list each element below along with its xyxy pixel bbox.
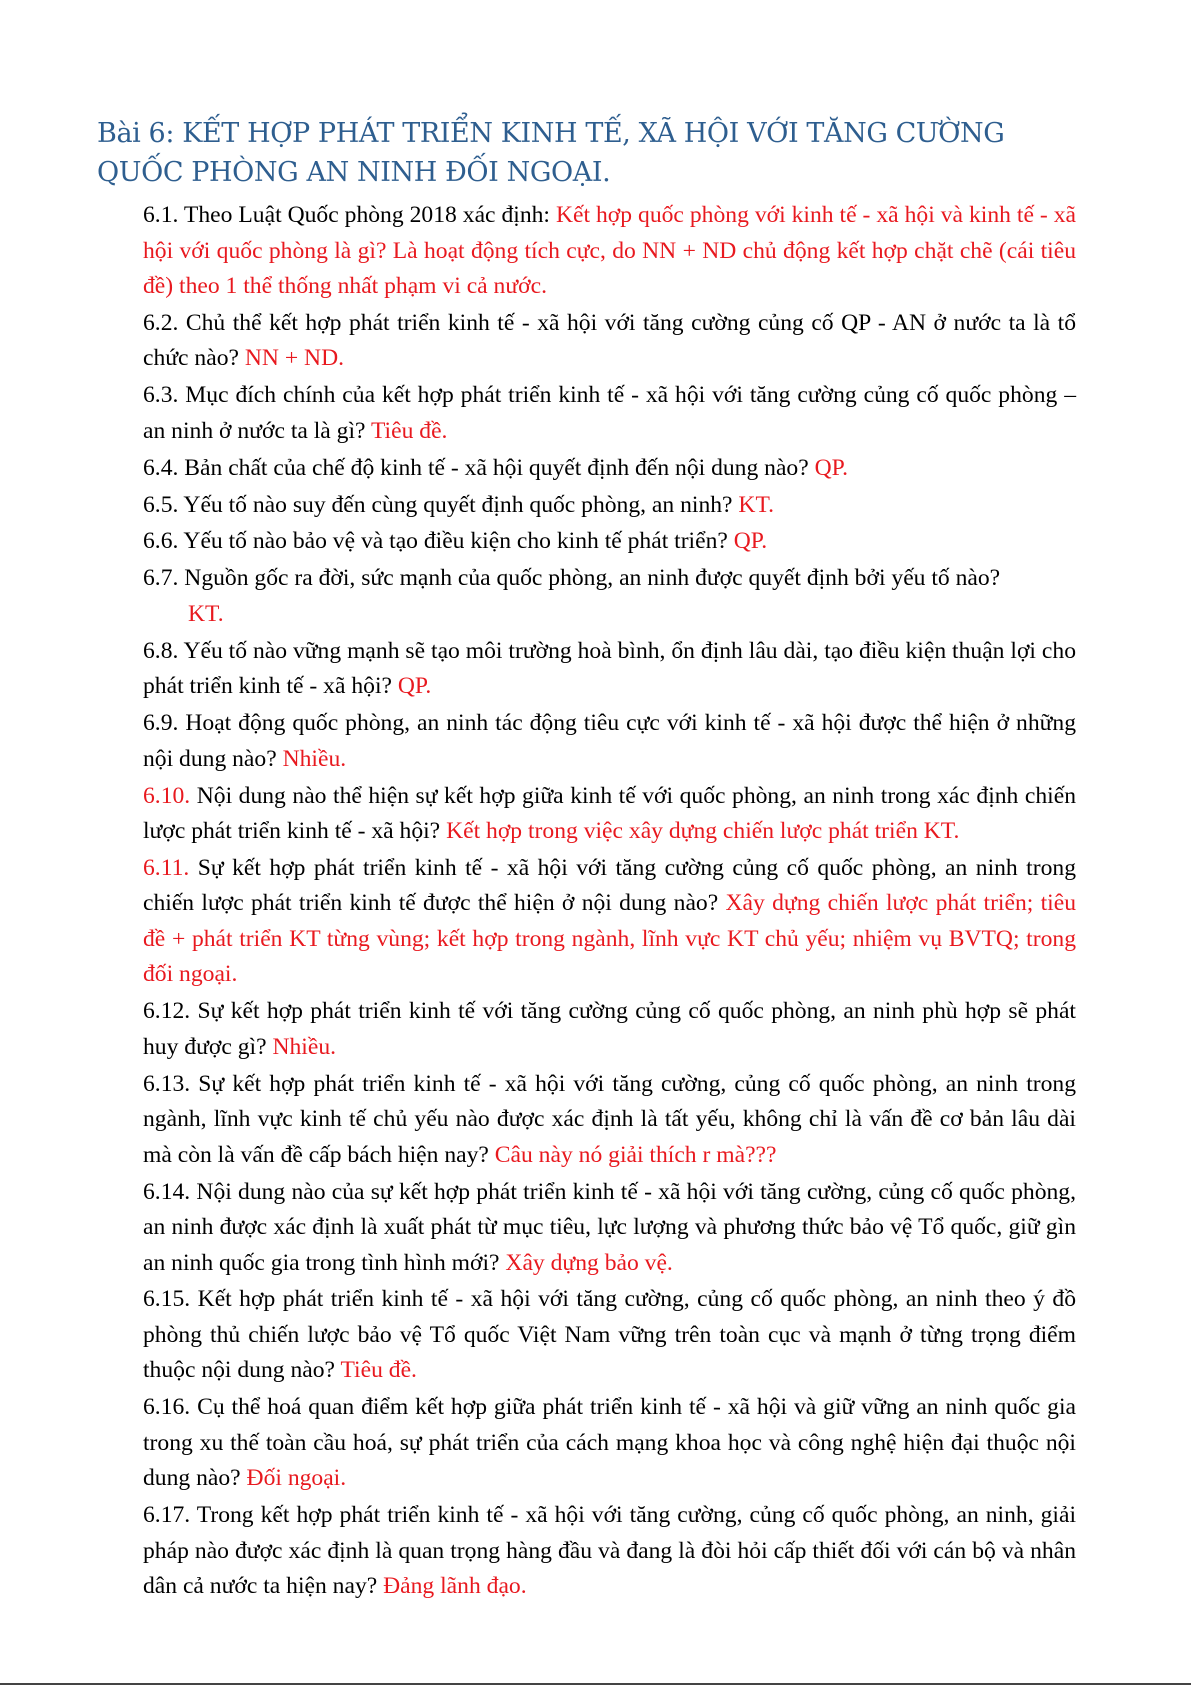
question-number: 6.4. [143,454,179,481]
question-number: 6.15. [143,1286,191,1313]
question-number: 6.9. [143,710,179,737]
question-6-8 [143,634,1076,705]
question-text: Trong kết hợp phát triển kinh tế - xã hội với tăng cường, củng cố quốc phòng, an ninh, giải pháp nào được xác định là quan trọng hàng đầu và đang là đòi hỏi cấp thiết đối với cán bộ và nhân dân cả nước ta hiện nay? [143,1502,1076,1600]
question-6-13 [143,1067,1076,1174]
question-list [143,198,1076,1606]
question-number: 6.3. [143,382,179,409]
heading-title-line1: KẾT HỢP PHÁT TRIỂN KINH TẾ, XÃ HỘI VỚI TĂNG CƯỜNG [182,118,1005,149]
question-text: Mục đích chính của kết hợp phát triển kinh tế - xã hội với tăng cường củng cố quốc phòng – an ninh ở nước ta là gì? [143,382,1076,444]
question-6-2 [143,306,1076,377]
question-number: 6.12. [143,998,191,1025]
answer-text: Nhiều. [272,1033,337,1060]
question-6-15 [143,1282,1076,1389]
heading-prefix: Bài 6: [97,118,183,149]
question-number: 6.10. [143,782,191,809]
answer-text: QP. [814,454,849,481]
question-6-3 [143,378,1076,449]
question-6-16 [143,1390,1076,1497]
question-number: 6.2. [143,309,179,336]
question-text: Nguồn gốc ra đời, sức mạnh của quốc phòng, an ninh được quyết định bởi yếu tố nào? [178,565,1001,592]
question-6-17 [143,1498,1076,1605]
answer-text: Đối ngoại. [246,1465,347,1492]
answer-text: Tiêu đề. [340,1357,417,1384]
answer-text: NN + ND. [244,345,345,372]
question-number: 6.17. [143,1502,191,1529]
question-text: Yếu tố nào vững mạnh sẽ tạo môi trường hoà bình, ổn định lâu dài, tạo điều kiện thuận lợi cho phát triển kinh tế - xã hội? [143,637,1076,700]
answer-text: Xây dựng bảo vệ. [505,1249,673,1276]
question-number: 6.7. [143,565,179,592]
question-text: Sự kết hợp phát triển kinh tế - xã hội với tăng cường, củng cố quốc phòng, an ninh trong ngành, lĩnh vực kinh tế chủ yếu nào được xác định là tất yếu, không chỉ là vấn đề cơ bản lâu dài mà còn là vấn đề cấp bách hiện nay? [143,1070,1076,1168]
question-number: 6.14. [143,1178,191,1205]
question-6-11 [143,851,1076,993]
lesson-heading [97,114,1097,192]
answer-text: KT. [738,491,775,518]
question-6-4 [143,451,1076,487]
question-number: 6.8. [143,637,179,664]
question-text: Nội dung nào của sự kết hợp phát triển kinh tế - xã hội với tăng cường, củng cố quốc phòng, an ninh được xác định là xuất phát từ mục tiêu, lực lượng và phương thức bảo vệ Tổ quốc, giữ gìn an ninh quốc gia trong tình hình mới? [143,1178,1076,1276]
question-6-9 [143,706,1076,777]
question-text: Kết hợp phát triển kinh tế - xã hội với tăng cường, củng cố quốc phòng, an ninh theo ý đồ phòng thủ chiến lược bảo vệ Tổ quốc Việt Nam vững trên toàn cục và mạnh ở từng trọng điểm thuộc nội dung nào? [143,1286,1076,1384]
question-text: Theo Luật Quốc phòng 2018 xác định: [178,202,556,228]
answer-text: Xây dựng chiến lược phát triển; tiêu đề + phát triển KT từng vùng; kết hợp trong ngành, lĩnh vực KT chủ yếu; nhiệm vụ BVTQ; trong đối ngoại. [143,890,1076,988]
answer-text: Kết hợp quốc phòng với kinh tế - xã hội và kinh tế - xã hội với quốc phòng là gì? Là hoạt động tích cực, do NN + ND chủ động kết hợp chặt chẽ (cái tiêu đề) theo 1 thể thống nhất phạm vi cả nước. [143,202,1076,299]
question-number: 6.6. [143,528,179,555]
answer-text: Câu này nó giải thích r mà??? [494,1141,777,1168]
question-6-6 [143,524,1076,560]
question-6-12 [143,994,1076,1065]
answer-text: QP. [733,528,768,555]
question-6-14 [143,1175,1076,1282]
question-number: 6.13. [143,1070,191,1097]
answer-text: Tiêu đề. [370,417,448,444]
heading-title-line2: QUỐC PHÒNG AN NINH ĐỐI NGOẠI. [97,157,611,188]
question-text: Yếu tố nào bảo vệ và tạo điều kiện cho kinh tế phát triển? [178,528,734,555]
question-number: 6.1. [143,202,179,228]
question-text: Cụ thể hoá quan điểm kết hợp giữa phát triển kinh tế - xã hội và giữ vững an ninh quốc gia trong xu thế toàn cầu hoá, sự phát triển của cách mạng khoa học và công nghệ hiện đại thuộc nội dung nào? [143,1394,1076,1492]
question-6-5 [143,488,1076,524]
question-text: Hoạt động quốc phòng, an ninh tác động tiêu cực với kinh tế - xã hội được thể hiện ở những nội dung nào? [143,710,1076,772]
question-text: Sự kết hợp phát triển kinh tế với tăng cường củng cố quốc phòng, an ninh phù hợp sẽ phát huy được gì? [143,998,1076,1060]
question-6-10 [143,779,1076,850]
question-text: Nội dung nào thể hiện sự kết hợp giữa kinh tế với quốc phòng, an ninh trong xác định chiến lược phát triển kinh tế - xã hội? [143,782,1076,845]
question-text: Bản chất của chế độ kinh tế - xã hội quyết định đến nội dung nào? [178,454,815,481]
answer-text: Đảng lãnh đạo. [383,1573,527,1600]
answer-text: QP. [397,673,432,700]
answer-text: KT. [188,600,224,627]
question-text: Sự kết hợp phát triển kinh tế - xã hội với tăng cường củng cố quốc phòng, an ninh trong chiến lược phát triển kinh tế được thể hiện ở nội dung nào? [143,854,1076,917]
question-text: Chủ thể kết hợp phát triển kinh tế - xã hội với tăng cường củng cố QP - AN ở nước ta là tổ chức nào? [143,309,1076,372]
question-number: 6.16. [143,1394,191,1421]
question-number: 6.5. [143,491,179,518]
answer-text: Nhiều. [282,745,347,772]
question-text: Yếu tố nào suy đến cùng quyết định quốc phòng, an ninh? [178,491,739,518]
question-6-1 [143,198,1076,305]
answer-text: Kết hợp trong việc xây dựng chiến lược phát triển KT. [446,818,960,845]
question-number: 6.11. [143,854,190,881]
question-6-7 [143,561,1076,632]
